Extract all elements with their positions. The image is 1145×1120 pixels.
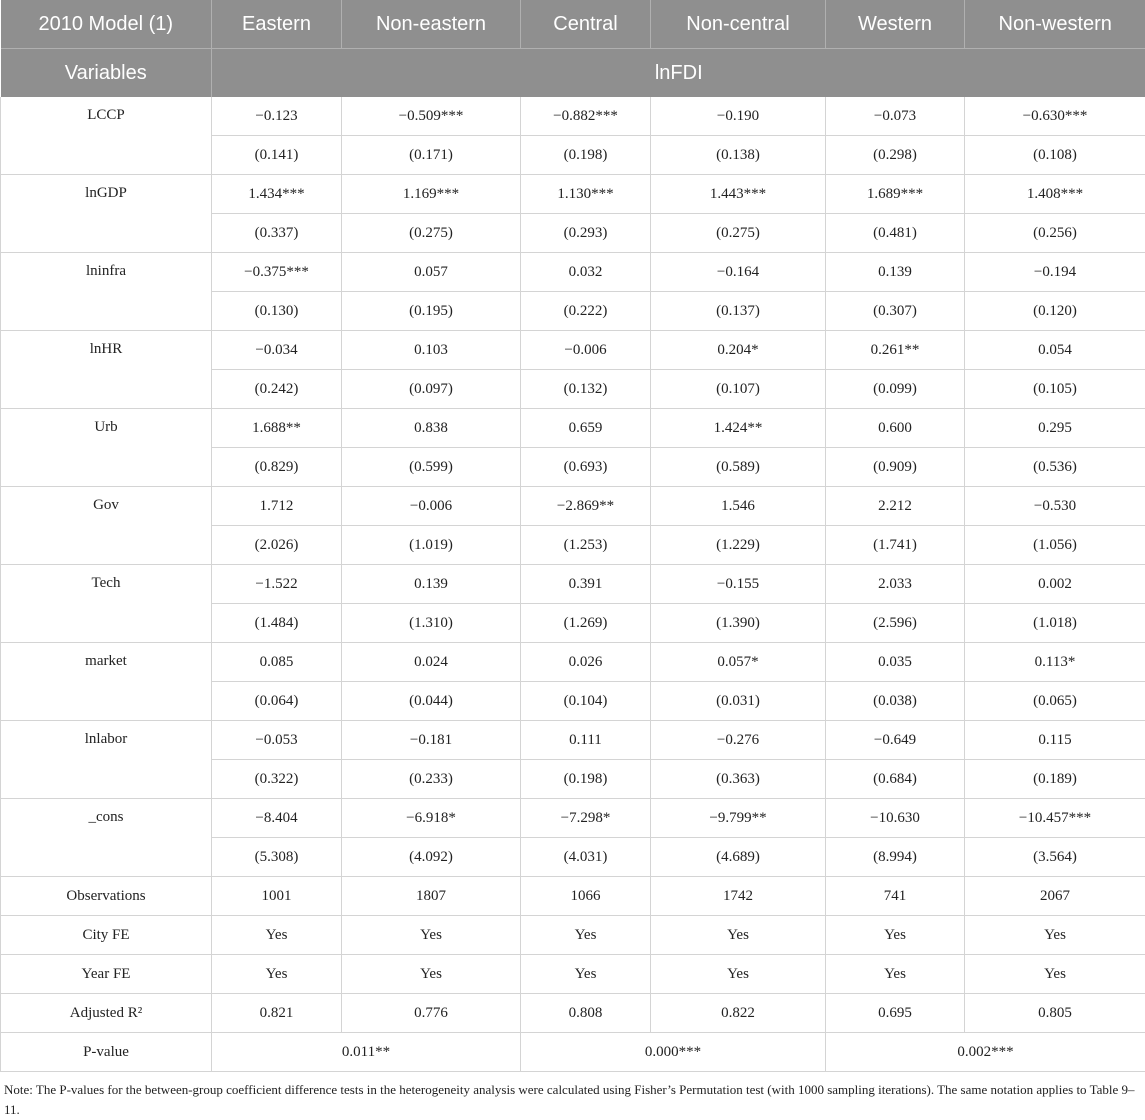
coefficient-cell: −6.918*	[342, 799, 521, 838]
coefficient-cell: −1.522	[212, 565, 342, 604]
standard-error-cell: (1.741)	[826, 526, 965, 565]
stat-value-cell: 0.695	[826, 994, 965, 1033]
stat-value-cell: Yes	[826, 916, 965, 955]
standard-error-cell: (0.589)	[651, 448, 826, 487]
p-value-central: 0.000***	[521, 1033, 826, 1072]
standard-error-cell: (1.484)	[212, 604, 342, 643]
standard-error-cell: (0.104)	[521, 682, 651, 721]
standard-error-cell: (0.684)	[826, 760, 965, 799]
standard-error-cell: (0.337)	[212, 214, 342, 253]
variable-name: Urb	[1, 409, 212, 487]
standard-error-cell: (0.536)	[965, 448, 1145, 487]
standard-error-cell: (0.137)	[651, 292, 826, 331]
stat-value-cell: Yes	[342, 955, 521, 994]
standard-error-cell: (0.097)	[342, 370, 521, 409]
standard-error-cell: (0.693)	[521, 448, 651, 487]
coefficient-cell: −9.799**	[651, 799, 826, 838]
standard-error-cell: (0.065)	[965, 682, 1145, 721]
coefficient-cell: 0.113*	[965, 643, 1145, 682]
coefficient-cell: −0.006	[342, 487, 521, 526]
coefficient-cell: 0.261**	[826, 331, 965, 370]
table-body	[1, 97, 1145, 1072]
stat-value-cell: 2067	[965, 877, 1145, 916]
coefficient-cell: 1.546	[651, 487, 826, 526]
coefficient-cell: 1.130***	[521, 175, 651, 214]
table-row	[1, 916, 1145, 955]
table-header	[1, 0, 1145, 97]
standard-error-cell: (0.829)	[212, 448, 342, 487]
col-header-eastern: Eastern	[212, 0, 342, 49]
coefficient-cell: 0.002	[965, 565, 1145, 604]
standard-error-cell: (4.689)	[651, 838, 826, 877]
standard-error-cell: (0.599)	[342, 448, 521, 487]
coefficient-cell: −0.194	[965, 253, 1145, 292]
stat-value-cell: 0.805	[965, 994, 1145, 1033]
coefficient-cell: 0.024	[342, 643, 521, 682]
table-row	[1, 253, 1145, 292]
standard-error-cell: (3.564)	[965, 838, 1145, 877]
stat-value-cell: Yes	[212, 916, 342, 955]
coefficient-cell: 0.204*	[651, 331, 826, 370]
standard-error-cell: (0.307)	[826, 292, 965, 331]
stat-name: Observations	[1, 877, 212, 916]
table-row	[1, 487, 1145, 526]
standard-error-cell: (1.229)	[651, 526, 826, 565]
coefficient-cell: −0.375***	[212, 253, 342, 292]
standard-error-cell: (0.141)	[212, 136, 342, 175]
standard-error-cell: (0.222)	[521, 292, 651, 331]
coefficient-cell: 1.424**	[651, 409, 826, 448]
col-header-central: Central	[521, 0, 651, 49]
coefficient-cell: −10.457***	[965, 799, 1145, 838]
coefficient-cell: −0.155	[651, 565, 826, 604]
coefficient-cell: 0.057	[342, 253, 521, 292]
variable-name: lnHR	[1, 331, 212, 409]
standard-error-cell: (0.130)	[212, 292, 342, 331]
standard-error-cell: (5.308)	[212, 838, 342, 877]
table-row	[1, 877, 1145, 916]
coefficient-cell: 0.054	[965, 331, 1145, 370]
standard-error-cell: (0.044)	[342, 682, 521, 721]
coefficient-cell: −0.073	[826, 97, 965, 136]
variable-name: Tech	[1, 565, 212, 643]
table-row	[1, 97, 1145, 136]
stat-value-cell: 1001	[212, 877, 342, 916]
variable-name: _cons	[1, 799, 212, 877]
stat-value-cell: Yes	[651, 955, 826, 994]
coefficient-cell: 0.115	[965, 721, 1145, 760]
coefficient-cell: 2.212	[826, 487, 965, 526]
coefficient-cell: −0.882***	[521, 97, 651, 136]
stat-value-cell: Yes	[651, 916, 826, 955]
table-row	[1, 409, 1145, 448]
standard-error-cell: (0.256)	[965, 214, 1145, 253]
stat-value-cell: Yes	[521, 955, 651, 994]
stat-name: P-value	[1, 1033, 212, 1072]
stat-value-cell: 0.808	[521, 994, 651, 1033]
table-row	[1, 175, 1145, 214]
coefficient-cell: −0.649	[826, 721, 965, 760]
stat-value-cell: Yes	[965, 916, 1145, 955]
standard-error-cell: (0.233)	[342, 760, 521, 799]
coefficient-cell: −7.298*	[521, 799, 651, 838]
coefficient-cell: 0.111	[521, 721, 651, 760]
table-row	[1, 994, 1145, 1033]
stat-value-cell: 0.776	[342, 994, 521, 1033]
coefficient-cell: 0.139	[826, 253, 965, 292]
standard-error-cell: (1.253)	[521, 526, 651, 565]
standard-error-cell: (2.026)	[212, 526, 342, 565]
variable-name: market	[1, 643, 212, 721]
stat-value-cell: 1066	[521, 877, 651, 916]
standard-error-cell: (8.994)	[826, 838, 965, 877]
coefficient-cell: 0.032	[521, 253, 651, 292]
coefficient-cell: 1.688**	[212, 409, 342, 448]
standard-error-cell: (0.481)	[826, 214, 965, 253]
coefficient-cell: 0.026	[521, 643, 651, 682]
coefficient-cell: −0.530	[965, 487, 1145, 526]
standard-error-cell: (0.120)	[965, 292, 1145, 331]
standard-error-cell: (4.092)	[342, 838, 521, 877]
standard-error-cell: (0.198)	[521, 760, 651, 799]
model-header: 2010 Model (1)	[1, 0, 212, 49]
standard-error-cell: (1.056)	[965, 526, 1145, 565]
stat-value-cell: Yes	[212, 955, 342, 994]
standard-error-cell: (4.031)	[521, 838, 651, 877]
coefficient-cell: −0.053	[212, 721, 342, 760]
coefficient-cell: 1.712	[212, 487, 342, 526]
standard-error-cell: (1.390)	[651, 604, 826, 643]
coefficient-cell: 1.408***	[965, 175, 1145, 214]
coefficient-cell: 0.035	[826, 643, 965, 682]
coefficient-cell: 0.057*	[651, 643, 826, 682]
coefficient-cell: 1.443***	[651, 175, 826, 214]
coefficient-cell: 0.085	[212, 643, 342, 682]
coefficient-cell: −0.190	[651, 97, 826, 136]
p-value-eastern: 0.011**	[212, 1033, 521, 1072]
coefficient-cell: 0.838	[342, 409, 521, 448]
standard-error-cell: (2.596)	[826, 604, 965, 643]
standard-error-cell: (0.099)	[826, 370, 965, 409]
coefficient-cell: 1.169***	[342, 175, 521, 214]
stat-value-cell: 741	[826, 877, 965, 916]
standard-error-cell: (0.038)	[826, 682, 965, 721]
table-row	[1, 799, 1145, 838]
standard-error-cell: (0.064)	[212, 682, 342, 721]
standard-error-cell: (0.107)	[651, 370, 826, 409]
standard-error-cell: (0.275)	[342, 214, 521, 253]
coefficient-cell: −0.034	[212, 331, 342, 370]
variable-name: lninfra	[1, 253, 212, 331]
p-value-row	[1, 1033, 1145, 1072]
stat-name: City FE	[1, 916, 212, 955]
table-row	[1, 643, 1145, 682]
stat-value-cell: Yes	[521, 916, 651, 955]
stat-value-cell: 0.822	[651, 994, 826, 1033]
p-value-western: 0.002***	[826, 1033, 1145, 1072]
col-header-non-western: Non-western	[965, 0, 1145, 49]
standard-error-cell: (1.018)	[965, 604, 1145, 643]
table-row	[1, 721, 1145, 760]
coefficient-cell: −0.276	[651, 721, 826, 760]
standard-error-cell: (0.031)	[651, 682, 826, 721]
coefficient-cell: −0.006	[521, 331, 651, 370]
coefficient-cell: 1.434***	[212, 175, 342, 214]
standard-error-cell: (0.298)	[826, 136, 965, 175]
standard-error-cell: (1.019)	[342, 526, 521, 565]
coefficient-cell: 1.689***	[826, 175, 965, 214]
dependent-variable-header: lnFDI	[212, 49, 1145, 98]
standard-error-cell: (0.195)	[342, 292, 521, 331]
table-row	[1, 565, 1145, 604]
standard-error-cell: (1.269)	[521, 604, 651, 643]
standard-error-cell: (0.132)	[521, 370, 651, 409]
stat-value-cell: 1807	[342, 877, 521, 916]
coefficient-cell: 0.295	[965, 409, 1145, 448]
standard-error-cell: (1.310)	[342, 604, 521, 643]
coefficient-cell: 0.659	[521, 409, 651, 448]
standard-error-cell: (0.108)	[965, 136, 1145, 175]
variable-name: Gov	[1, 487, 212, 565]
standard-error-cell: (0.105)	[965, 370, 1145, 409]
coefficient-cell: −10.630	[826, 799, 965, 838]
standard-error-cell: (0.275)	[651, 214, 826, 253]
standard-error-cell: (0.189)	[965, 760, 1145, 799]
stat-value-cell: Yes	[965, 955, 1145, 994]
col-header-non-central: Non-central	[651, 0, 826, 49]
coefficient-cell: −0.630***	[965, 97, 1145, 136]
standard-error-cell: (0.242)	[212, 370, 342, 409]
stat-value-cell: 1742	[651, 877, 826, 916]
standard-error-cell: (0.138)	[651, 136, 826, 175]
stat-name: Adjusted R²	[1, 994, 212, 1033]
table-row	[1, 955, 1145, 994]
coefficient-cell: −0.181	[342, 721, 521, 760]
coefficient-cell: 0.103	[342, 331, 521, 370]
variable-name: lnGDP	[1, 175, 212, 253]
coefficient-cell: 2.033	[826, 565, 965, 604]
standard-error-cell: (0.909)	[826, 448, 965, 487]
stat-value-cell: 0.821	[212, 994, 342, 1033]
standard-error-cell: (0.293)	[521, 214, 651, 253]
variable-name: LCCP	[1, 97, 212, 175]
variables-header: Variables	[1, 49, 212, 98]
coefficient-cell: −2.869**	[521, 487, 651, 526]
coefficient-cell: −0.164	[651, 253, 826, 292]
stat-name: Year FE	[1, 955, 212, 994]
table-note: Note: The P-values for the between-group coefficient difference tests in the heterogeneity analysis were calculated using Fisher’s Permutation test (with 1000 sampling iterations). The same notation applies to Table 9–11.	[0, 1072, 1145, 1120]
standard-error-cell: (0.322)	[212, 760, 342, 799]
standard-error-cell: (0.171)	[342, 136, 521, 175]
table-row	[1, 331, 1145, 370]
variable-name: lnlabor	[1, 721, 212, 799]
standard-error-cell: (0.198)	[521, 136, 651, 175]
coefficient-cell: 0.139	[342, 565, 521, 604]
coefficient-cell: 0.391	[521, 565, 651, 604]
col-header-western: Western	[826, 0, 965, 49]
stat-value-cell: Yes	[342, 916, 521, 955]
stat-value-cell: Yes	[826, 955, 965, 994]
coefficient-cell: −0.123	[212, 97, 342, 136]
coefficient-cell: −8.404	[212, 799, 342, 838]
standard-error-cell: (0.363)	[651, 760, 826, 799]
coefficient-cell: −0.509***	[342, 97, 521, 136]
col-header-non-eastern: Non-eastern	[342, 0, 521, 49]
coefficient-cell: 0.600	[826, 409, 965, 448]
